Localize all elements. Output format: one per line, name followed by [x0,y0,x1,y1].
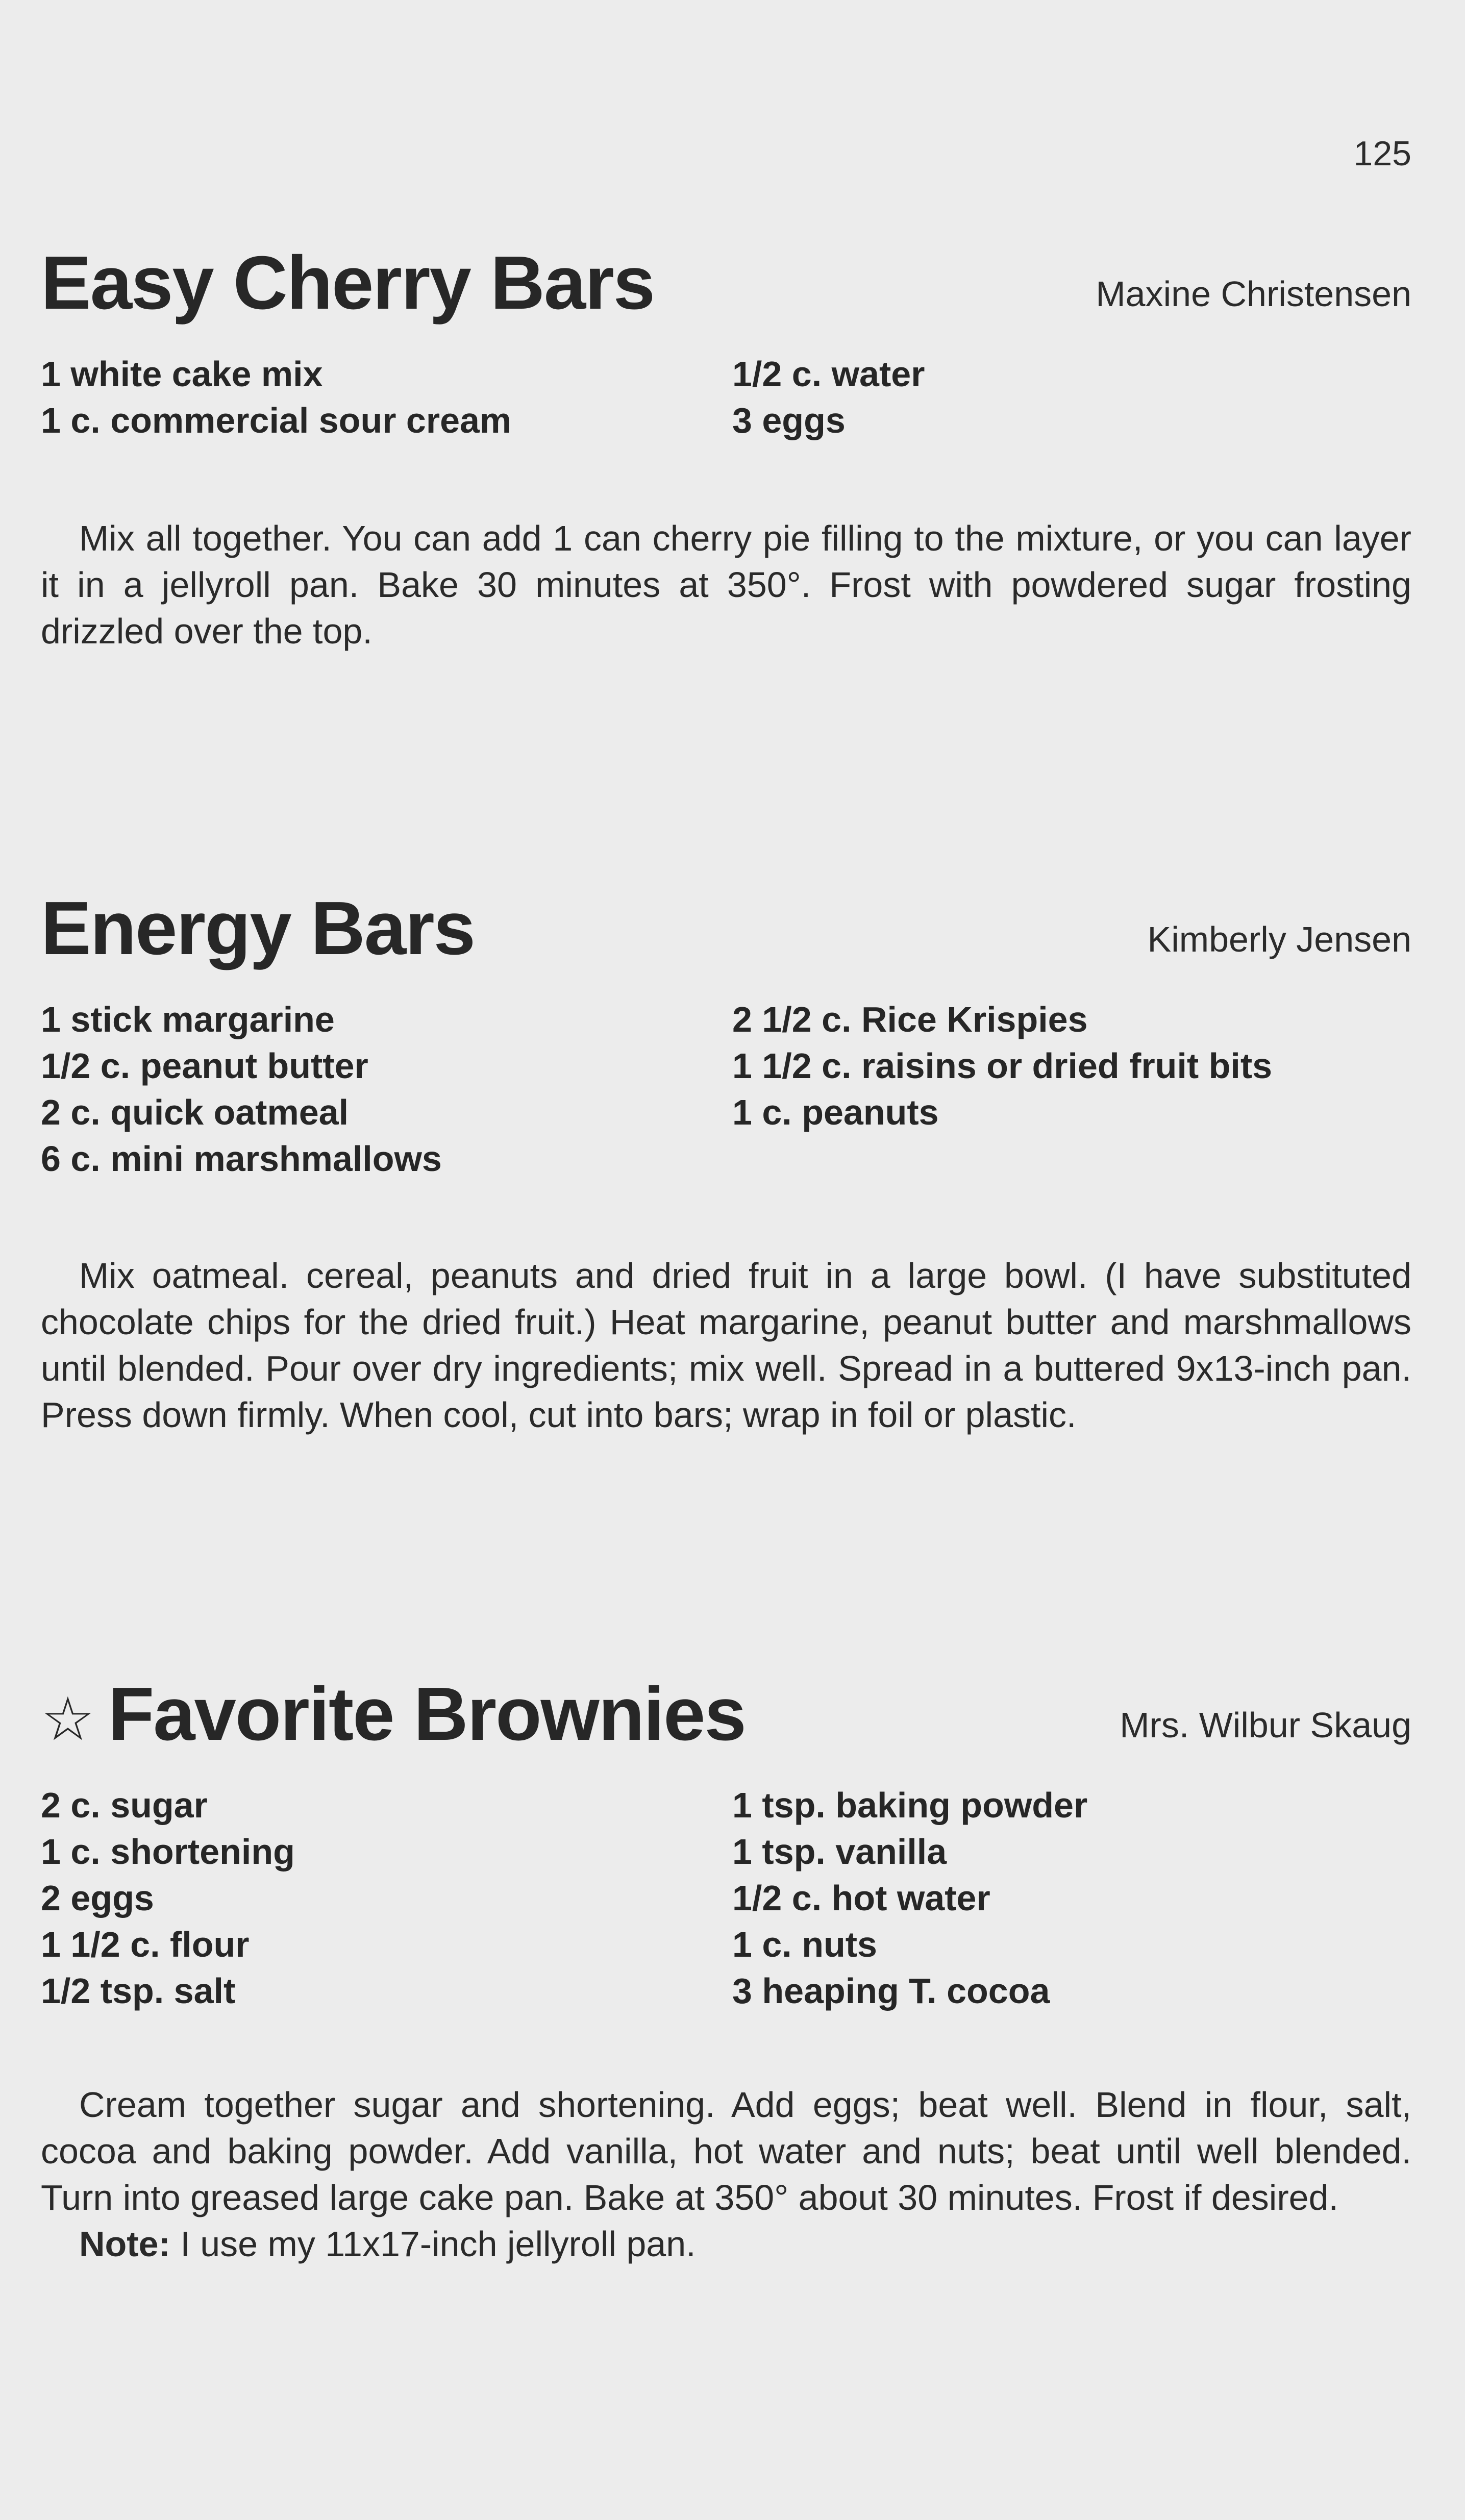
ingredient: 1/2 c. hot water [732,1878,990,1918]
ingredient: 6 c. mini marshmallows [41,1139,442,1179]
recipe-title: Energy Bars [41,886,475,970]
ingredient: 3 heaping T. cocoa [732,1971,1050,2011]
recipe-author: Maxine Christensen [1096,274,1411,314]
star-icon: ☆ [41,1686,94,1753]
ingredient: 1 c. shortening [41,1832,295,1872]
ingredients-column-left [41,996,442,1182]
ingredients-column-left [41,1782,295,2014]
ingredients-column-right [732,1782,1087,2014]
recipe-title [41,1671,746,1763]
recipe-header [41,240,1411,327]
ingredient: 1/2 c. water [732,354,925,394]
recipe-note [41,2221,1411,2267]
ingredients-list [41,351,1411,444]
directions-text: Mix oatmeal. cereal, peanuts and dried fruit in a large bowl. (I have substituted chocolate chips for the dried fruit.) Heat margarine, peanut butter and marshmallows until blended. Pour over dry ingredients; mix well. Spread in a buttered 9x13-inch pan. Press down firmly. When cool, cut into bars; wrap in foil or plastic. [41,1256,1411,1435]
ingredients-list [41,996,1411,1182]
ingredient: 2 1/2 c. Rice Krispies [732,1000,1088,1039]
ingredients-column-right [732,351,925,444]
recipe-favorite-brownies [41,1671,1411,2264]
directions-text: Cream together sugar and shortening. Add eggs; beat well. Blend in flour, salt, cocoa and baking powder. Add vanilla, hot water and nuts; beat until well blended. Turn into greased large cake pan. Bake at 350° about 30 minutes. Frost if desired. [41,2085,1411,2217]
directions-text: Mix all together. You can add 1 can cherry pie filling to the mixture, or you can layer it in a jellyroll pan. Bake 30 minutes at 350°. Frost with powdered sugar frosting drizzled over the top. [41,518,1411,651]
ingredient: 3 eggs [732,401,846,440]
recipe-energy-bars [41,885,1411,1435]
ingredients-column-left [41,351,511,444]
recipe-directions [41,2082,1411,2267]
recipe-title-text: Favorite Brownies [108,1672,746,1756]
ingredient: 1 c. commercial sour cream [41,401,512,440]
ingredient: 1 1/2 c. flour [41,1925,250,1964]
recipe-author: Kimberly Jensen [1147,919,1411,959]
ingredient: 1 tsp. baking powder [732,1785,1088,1825]
ingredient: 2 c. sugar [41,1785,208,1825]
ingredient: 1 white cake mix [41,354,323,394]
recipe-title: Easy Cherry Bars [41,241,655,325]
recipe-header [41,1671,1411,1758]
recipe-directions [41,515,1411,655]
ingredient: 1 1/2 c. raisins or dried fruit bits [732,1046,1273,1086]
ingredient: 1/2 c. peanut butter [41,1046,368,1086]
ingredient: 2 eggs [41,1878,154,1918]
recipe-directions [41,1253,1411,1438]
ingredient: 1 stick margarine [41,1000,335,1039]
recipe-header [41,885,1411,972]
ingredient: 1 c. nuts [732,1925,877,1964]
note-text: I use my 11x17-inch jellyroll pan. [170,2224,696,2264]
note-label: Note: [79,2224,170,2264]
ingredients-column-right [732,996,1272,1136]
page-number: 125 [1353,134,1411,173]
ingredient: 1 c. peanuts [732,1092,939,1132]
ingredients-list [41,1782,1411,2014]
recipe-author: Mrs. Wilbur Skaug [1120,1705,1411,1745]
ingredient: 2 c. quick oatmeal [41,1092,349,1132]
ingredient: 1/2 tsp. salt [41,1971,236,2011]
ingredient: 1 tsp. vanilla [732,1832,947,1872]
recipe-easy-cherry-bars [41,240,1411,651]
